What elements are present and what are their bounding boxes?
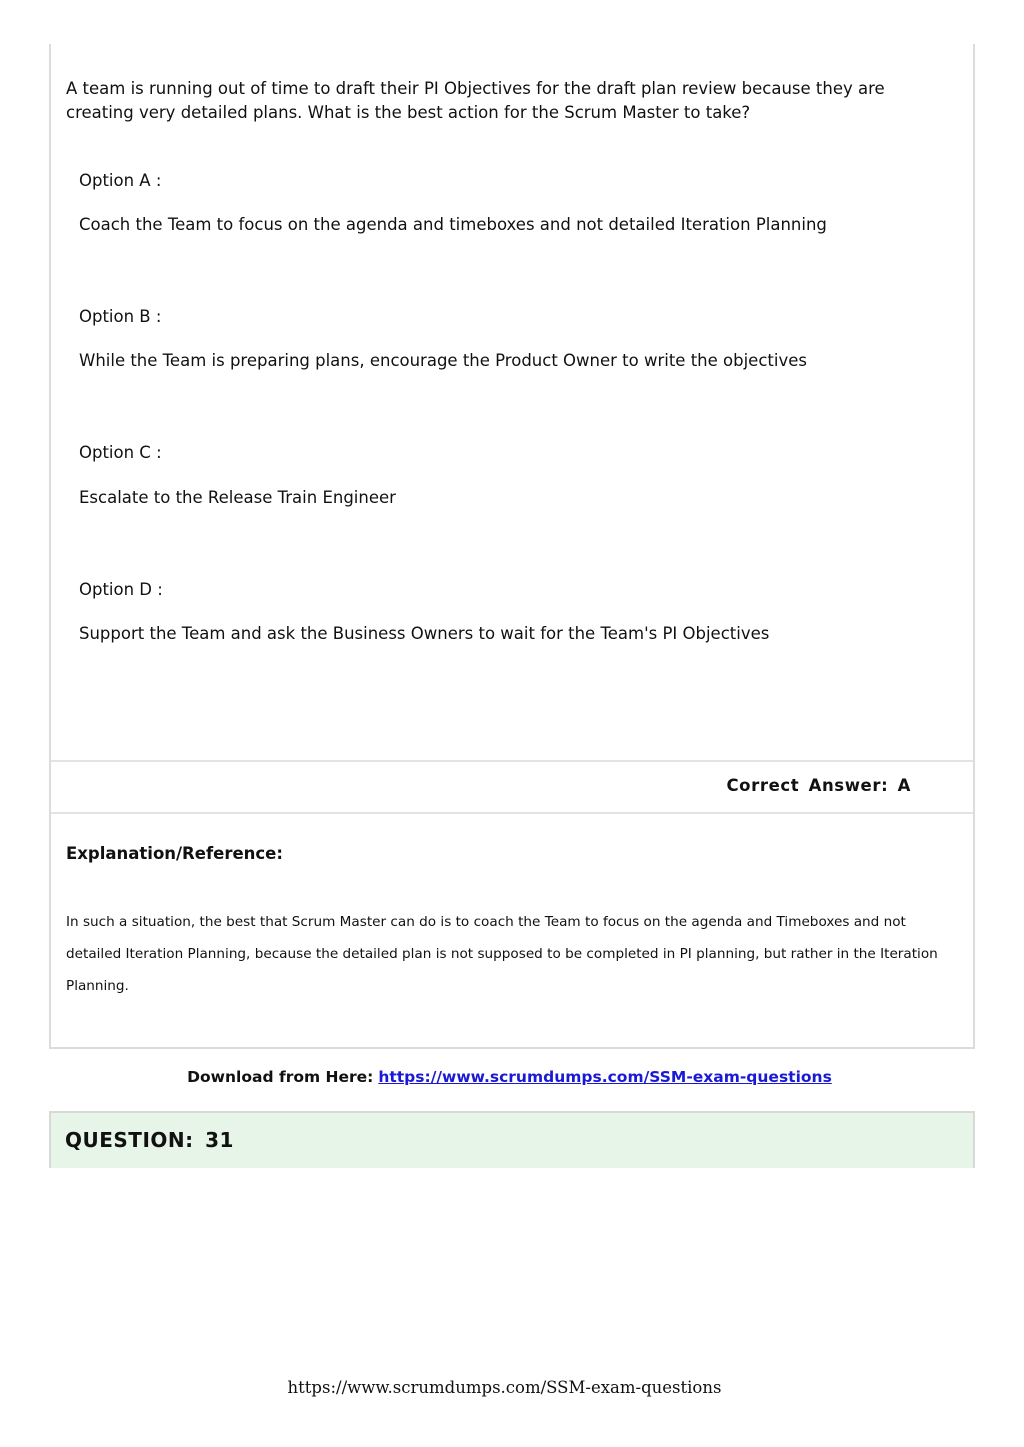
question-text: A team is running out of time to draft their PI Objectives for the draft plan review because they are creating very detailed plans. What is the best action for the Scrum Master to take? bbox=[66, 79, 885, 122]
next-question-header bbox=[49, 1111, 975, 1168]
option-c-label: Option C : bbox=[79, 443, 162, 462]
download-label: Download from Here: bbox=[187, 1068, 374, 1086]
option-d-text: Support the Team and ask the Business Owners to wait for the Team's PI Objectives bbox=[79, 624, 770, 643]
next-question-title: QUESTION: 31 bbox=[65, 1128, 234, 1152]
correct-answer: Correct Answer: A bbox=[726, 776, 911, 795]
correct-answer-row bbox=[51, 760, 973, 814]
option-c-text: Escalate to the Release Train Engineer bbox=[79, 488, 396, 507]
option-b-label: Option B : bbox=[79, 307, 162, 326]
option-a-label: Option A : bbox=[79, 171, 162, 190]
download-link[interactable]: https://www.scrumdumps.com/SSM-exam-questions bbox=[378, 1068, 832, 1086]
option-a-text: Coach the Team to focus on the agenda and timeboxes and not detailed Iteration Planning bbox=[79, 215, 827, 234]
question-card bbox=[49, 44, 975, 1049]
explanation-title: Explanation/Reference: bbox=[66, 844, 283, 863]
explanation-body: In such a situation, the best that Scrum Master can do is to coach the Team to focus on the agenda and Timeboxes and not detailed Iteration Planning, because the detailed plan is not supposed to be completed in PI planning, but rather in the Iteration Planning. bbox=[66, 914, 938, 994]
option-d-label: Option D : bbox=[79, 580, 163, 599]
option-b-text: While the Team is preparing plans, encourage the Product Owner to write the objectives bbox=[79, 351, 807, 370]
page-footer-url: https://www.scrumdumps.com/SSM-exam-questions bbox=[287, 1378, 722, 1397]
download-line bbox=[0, 1068, 1019, 1086]
